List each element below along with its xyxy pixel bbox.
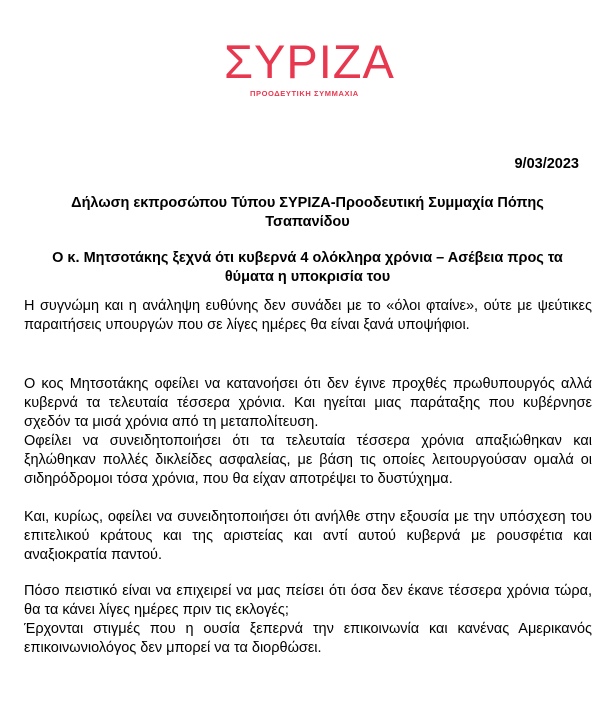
headline: Ο κ. Μητσοτάκης ξεχνά ότι κυβερνά 4 ολόκληρα χρόνια – Ασέβεια προς τα θύματα η υποκρισία του: [52, 250, 563, 285]
logo-tagline: ΠΡΟΟΔΕΥΤΙΚΗ ΣΥΜΜΑΧΙΑ: [250, 89, 359, 98]
logo-brand: ΣΥΡΙΖΑ: [224, 35, 395, 88]
body-paragraph-2: [24, 375, 592, 489]
syriza-logo: [224, 34, 394, 104]
document-date: 9/03/2023: [514, 156, 579, 172]
body-paragraph-4: [24, 582, 592, 658]
paragraph-text: Οφείλει να συνειδητοποιήσει ότι τα τελευταία τέσσερα χρόνια απαξιώθηκαν και ξηλώθηκαν πολλές δικλείδες ασφαλείας, με βάση τις οποίες λειτουργούσαν ομαλά οι σιδηρόδρομοι τόσα χρόνια, που θα είχαν αποτρέψει το δυστύχημα.: [24, 433, 592, 487]
body-paragraph-3: [24, 508, 592, 565]
paragraph-text: Έρχονται στιγμές που η ουσία ξεπερνά την επικοινωνία και κανένας Αμερικανός επικοινωνιολόγος δεν μπορεί να τα διορθώσει.: [24, 621, 592, 656]
paragraph-text: Ο κος Μητσοτάκης οφείλει να κατανοήσει ότι δεν έγινε προχθές πρωθυπουργός αλλά κυβερνά τα τελευταία τέσσερα χρόνια. Και ηγείται μιας παράταξης που κυβέρνησε σχεδόν τα μισά χρόνια από τη μεταπολίτευση.: [24, 376, 592, 430]
paragraph-text: Και, κυρίως, οφείλει να συνειδητοποιήσει ότι ανήλθε στην εξουσία με την υπόσχεση του επιτελικού κράτους και της αριστείας και αντί αυτού κυβερνά με ρουσφέτια και αναξιοκρατία παντού.: [24, 509, 592, 563]
paragraph-text: Πόσο πειστικό είναι να επιχειρεί να μας πείσει ότι όσα δεν έκανε τέσσερα χρόνια τώρα, θα τα κάνει λίγες ημέρες πριν τις εκλογές;: [24, 583, 592, 618]
body-paragraph-1: [24, 297, 592, 335]
statement-title: Δήλωση εκπροσώπου Τύπου ΣΥΡΙΖΑ-Προοδευτική Συμμαχία Πόπης Τσαπανίδου: [71, 195, 544, 230]
paragraph-text: Η συγνώμη και η ανάληψη ευθύνης δεν συνάδει με το «όλοι φταίνε», ούτε με ψεύτικες παραιτήσεις υπουργών που σε λίγες ημέρες θα είναι ξανά υποψήφιοι.: [24, 298, 592, 333]
